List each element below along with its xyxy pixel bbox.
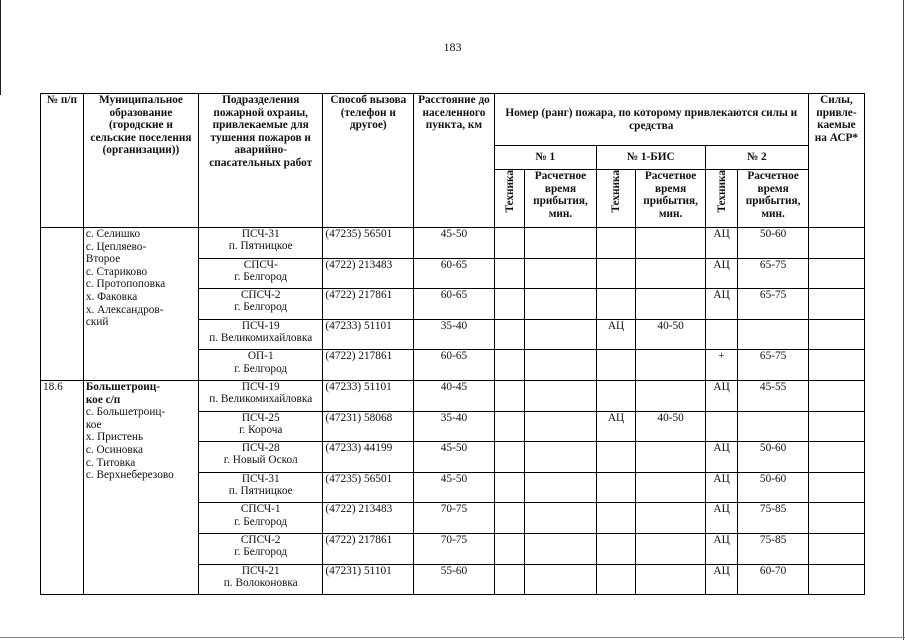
phone-cell: (4722) 213483: [323, 258, 414, 289]
header-tech-1: [494, 170, 525, 228]
tech-rank-1-cell: [494, 442, 525, 473]
asr-cell: [808, 350, 864, 381]
arrival-rank-2-cell: 75-85: [738, 533, 808, 564]
arrival-rank-2-cell: 65-75: [738, 289, 808, 320]
header-distance: Расстояние до населенного пункта, км: [414, 94, 495, 228]
header-num: № п/п: [41, 94, 84, 228]
tech-rank-2-cell: АЦ: [705, 533, 738, 564]
tech-rank-2-cell: АЦ: [705, 503, 738, 534]
arrival-rank-1-bis-cell: [636, 503, 705, 534]
settlement-name: х. Пристень: [85, 431, 144, 444]
phone-cell: (47231) 51101: [323, 564, 414, 595]
distance-cell: 70-75: [414, 533, 495, 564]
settlement-name: Второе: [85, 253, 121, 266]
phone-cell: (4722) 217861: [323, 289, 414, 320]
settlement-name: с. Осиновка: [85, 443, 144, 456]
municipality-cell: [83, 380, 198, 594]
fire-unit-name: ПСЧ-21: [241, 564, 280, 577]
row-number: [41, 228, 84, 381]
fire-forces-table: [40, 93, 865, 595]
fire-unit-location: г. Белгород: [234, 515, 288, 528]
arrival-rank-2-cell: 50-60: [738, 442, 808, 473]
fire-unit-cell: [199, 228, 323, 259]
fire-unit-name: ПСЧ-28: [241, 442, 280, 455]
fire-unit-cell: [199, 289, 323, 320]
tech-rank-1-bis-cell: [596, 533, 636, 564]
distance-cell: 45-50: [414, 442, 495, 473]
header-arrival-1-bis: Расчетное время прибытия, мин.: [636, 170, 705, 228]
tech-rank-1-bis-cell: [596, 442, 636, 473]
asr-cell: [808, 258, 864, 289]
arrival-rank-1-bis-cell: [636, 380, 705, 411]
distance-cell: 60-65: [414, 258, 495, 289]
fire-unit-cell: [199, 258, 323, 289]
tech-rank-2-cell: АЦ: [705, 472, 738, 503]
phone-cell: (4722) 217861: [323, 350, 414, 381]
phone-cell: (47235) 56501: [323, 228, 414, 259]
asr-cell: [808, 472, 864, 503]
phone-cell: (47235) 56501: [323, 472, 414, 503]
arrival-rank-2-cell: 65-75: [738, 350, 808, 381]
arrival-rank-1-cell: [525, 350, 596, 381]
tech-rank-2-cell: АЦ: [705, 564, 738, 595]
header-rank-1-bis: № 1-БИС: [596, 146, 705, 170]
tech-rank-1-bis-cell: [596, 350, 636, 381]
arrival-rank-1-cell: [525, 289, 596, 320]
arrival-rank-1-cell: [525, 564, 596, 595]
tech-rank-2-cell: АЦ: [705, 380, 738, 411]
arrival-rank-1-bis-cell: [636, 442, 705, 473]
settlement-name: с. Стариково: [85, 265, 148, 278]
arrival-rank-1-bis-cell: [636, 350, 705, 381]
distance-cell: 45-50: [414, 228, 495, 259]
fire-unit-location: п. Великомихайловка: [209, 331, 313, 344]
header-units: Подразделения пожарной охраны, привлекаемые для тушения пожаров и аварийно-спасательных работ: [199, 94, 323, 228]
settlement-name: ский: [85, 316, 109, 329]
settlement-name: с. Протопоповка: [85, 278, 166, 291]
fire-unit-name: СПСЧ-2: [240, 289, 281, 302]
phone-cell: (47231) 58068: [323, 411, 414, 442]
settlement-name: х. Факовка: [85, 290, 138, 303]
arrival-rank-2-cell: 45-55: [738, 380, 808, 411]
tech-rank-1-cell: [494, 564, 525, 595]
fire-unit-cell: [199, 411, 323, 442]
arrival-rank-1-bis-cell: 40-50: [636, 319, 705, 350]
tech-rank-1-cell: [494, 350, 525, 381]
fire-unit-name: СПСЧ-1: [240, 503, 281, 516]
arrival-rank-2-cell: [738, 319, 808, 350]
arrival-rank-1-cell: [525, 472, 596, 503]
arrival-rank-1-bis-cell: [636, 258, 705, 289]
arrival-rank-1-cell: [525, 319, 596, 350]
fire-unit-location: п. Волоконовка: [223, 576, 298, 589]
asr-cell: [808, 380, 864, 411]
fire-unit-name: ПСЧ-19: [241, 380, 280, 393]
phone-cell: (4722) 217861: [323, 533, 414, 564]
settlement-name: с. Титовка: [85, 456, 136, 469]
asr-cell: [808, 411, 864, 442]
fire-unit-name: ПСЧ-19: [241, 319, 280, 332]
arrival-rank-2-cell: 50-60: [738, 472, 808, 503]
fire-unit-name: ПСЧ-31: [241, 228, 280, 240]
tech-rank-1-cell: [494, 319, 525, 350]
arrival-rank-1-cell: [525, 411, 596, 442]
settlement-name: кое: [85, 418, 102, 431]
fire-unit-location: г. Белгород: [234, 546, 288, 559]
fire-unit-cell: [199, 503, 323, 534]
tech-rank-1-bis-cell: [596, 380, 636, 411]
phone-cell: (47233) 51101: [323, 380, 414, 411]
tech-rank-1-cell: [494, 533, 525, 564]
settlement-name: с. Большетроиц-: [85, 406, 166, 419]
fire-unit-cell: [199, 472, 323, 503]
arrival-rank-2-cell: [738, 411, 808, 442]
arrival-rank-1-cell: [525, 258, 596, 289]
fire-unit-location: г. Белгород: [234, 301, 288, 314]
asr-cell: [808, 289, 864, 320]
header-tech-1-bis-label: Техника: [610, 170, 623, 213]
header-municipal: Муниципальное образование (городские и сельские поселения (организации)): [83, 94, 198, 228]
tech-rank-2-cell: [705, 411, 738, 442]
arrival-rank-1-cell: [525, 228, 596, 259]
header-fire-rank: Номер (ранг) пожара, по которому привлекаются силы и средства: [494, 94, 808, 146]
header-arrival-2: Расчетное время прибытия, мин.: [738, 170, 808, 228]
fire-unit-location: п. Пятницкое: [228, 240, 293, 253]
header-tech-1-bis: [596, 170, 636, 228]
distance-cell: 55-60: [414, 564, 495, 595]
asr-cell: [808, 442, 864, 473]
tech-rank-2-cell: АЦ: [705, 258, 738, 289]
tech-rank-1-bis-cell: [596, 228, 636, 259]
asr-cell: [808, 319, 864, 350]
fire-unit-name: ОП-1: [247, 350, 274, 363]
settlement-name: с. Селишко: [85, 228, 141, 240]
phone-cell: (47233) 51101: [323, 319, 414, 350]
arrival-rank-2-cell: 65-75: [738, 258, 808, 289]
arrival-rank-1-cell: [525, 442, 596, 473]
distance-cell: 60-65: [414, 350, 495, 381]
arrival-rank-2-cell: 50-60: [738, 228, 808, 259]
tech-rank-2-cell: АЦ: [705, 228, 738, 259]
fire-unit-name: ПСЧ-25: [241, 411, 280, 424]
settlement-name: х. Александров-: [85, 303, 164, 316]
settlement-name: с. Цепляево-: [85, 240, 147, 253]
tech-rank-2-cell: АЦ: [705, 442, 738, 473]
distance-cell: 35-40: [414, 319, 495, 350]
asr-cell: [808, 564, 864, 595]
tech-rank-1-bis-cell: [596, 564, 636, 595]
municipality-title-line: Большетроиц-: [85, 380, 161, 393]
asr-cell: [808, 533, 864, 564]
arrival-rank-2-cell: 60-70: [738, 564, 808, 595]
arrival-rank-1-bis-cell: [636, 533, 705, 564]
tech-rank-1-bis-cell: АЦ: [596, 411, 636, 442]
arrival-rank-1-bis-cell: [636, 472, 705, 503]
municipality-cell: [83, 228, 198, 381]
tech-rank-1-bis-cell: [596, 289, 636, 320]
row-number: 18.6: [41, 380, 84, 594]
header-tech-1-label: Техника: [503, 170, 516, 213]
header-call: Способ вызова (телефон и другое): [323, 94, 414, 228]
fire-unit-cell: [199, 564, 323, 595]
table-row: [41, 380, 865, 411]
tech-rank-1-cell: [494, 503, 525, 534]
fire-unit-location: г. Белгород: [234, 362, 288, 375]
tech-rank-1-cell: [494, 380, 525, 411]
asr-cell: [808, 228, 864, 259]
distance-cell: 40-45: [414, 380, 495, 411]
arrival-rank-1-bis-cell: 40-50: [636, 411, 705, 442]
fire-unit-cell: [199, 380, 323, 411]
phone-cell: (4722) 213483: [323, 503, 414, 534]
fire-unit-location: п. Великомихайловка: [209, 393, 313, 406]
fire-unit-name: СПСЧ-2: [240, 533, 281, 546]
arrival-rank-1-bis-cell: [636, 564, 705, 595]
header-rank-1: № 1: [494, 146, 596, 170]
header-asr: Силы, привле-каемые на АСР*: [808, 94, 864, 228]
fire-unit-location: п. Пятницкое: [228, 484, 293, 497]
header-tech-2-label: Техника: [715, 170, 728, 213]
page-edge-right: [903, 0, 904, 640]
settlement-name: с. Верхнеберезово: [85, 469, 174, 482]
tech-rank-1-cell: [494, 258, 525, 289]
tech-rank-1-bis-cell: [596, 503, 636, 534]
tech-rank-1-cell: [494, 228, 525, 259]
fire-unit-name: ПСЧ-31: [241, 472, 280, 485]
table-body: [41, 228, 865, 595]
bottom-rule: [0, 637, 905, 638]
arrival-rank-2-cell: 75-85: [738, 503, 808, 534]
phone-cell: (47233) 44199: [323, 442, 414, 473]
asr-cell: [808, 503, 864, 534]
fire-unit-name: СПСЧ-: [243, 258, 278, 271]
fire-unit-location: г. Белгород: [234, 270, 288, 283]
distance-cell: 45-50: [414, 472, 495, 503]
header-arrival-1: Расчетное время прибытия, мин.: [525, 170, 596, 228]
tech-rank-1-bis-cell: [596, 472, 636, 503]
arrival-rank-1-bis-cell: [636, 289, 705, 320]
tech-rank-1-cell: [494, 472, 525, 503]
fire-unit-cell: [199, 442, 323, 473]
tech-rank-2-cell: АЦ: [705, 289, 738, 320]
arrival-rank-1-bis-cell: [636, 228, 705, 259]
tech-rank-1-cell: [494, 289, 525, 320]
tech-rank-1-cell: [494, 411, 525, 442]
arrival-rank-1-cell: [525, 503, 596, 534]
municipality-title-line: кое с/п: [85, 393, 121, 406]
fire-unit-cell: [199, 350, 323, 381]
tech-rank-1-bis-cell: [596, 258, 636, 289]
table-row: [41, 228, 865, 259]
distance-cell: 60-65: [414, 289, 495, 320]
fire-unit-cell: [199, 319, 323, 350]
tech-rank-2-cell: +: [705, 350, 738, 381]
fire-unit-location: г. Новый Оскол: [223, 454, 298, 467]
page-number: 183: [443, 40, 462, 54]
arrival-rank-1-cell: [525, 380, 596, 411]
arrival-rank-1-cell: [525, 533, 596, 564]
tech-rank-1-bis-cell: АЦ: [596, 319, 636, 350]
tech-rank-2-cell: [705, 319, 738, 350]
distance-cell: 35-40: [414, 411, 495, 442]
fire-unit-cell: [199, 533, 323, 564]
distance-cell: 70-75: [414, 503, 495, 534]
header-rank-2: № 2: [705, 146, 808, 170]
fire-unit-location: г. Короча: [239, 423, 283, 436]
header-tech-2: [705, 170, 738, 228]
